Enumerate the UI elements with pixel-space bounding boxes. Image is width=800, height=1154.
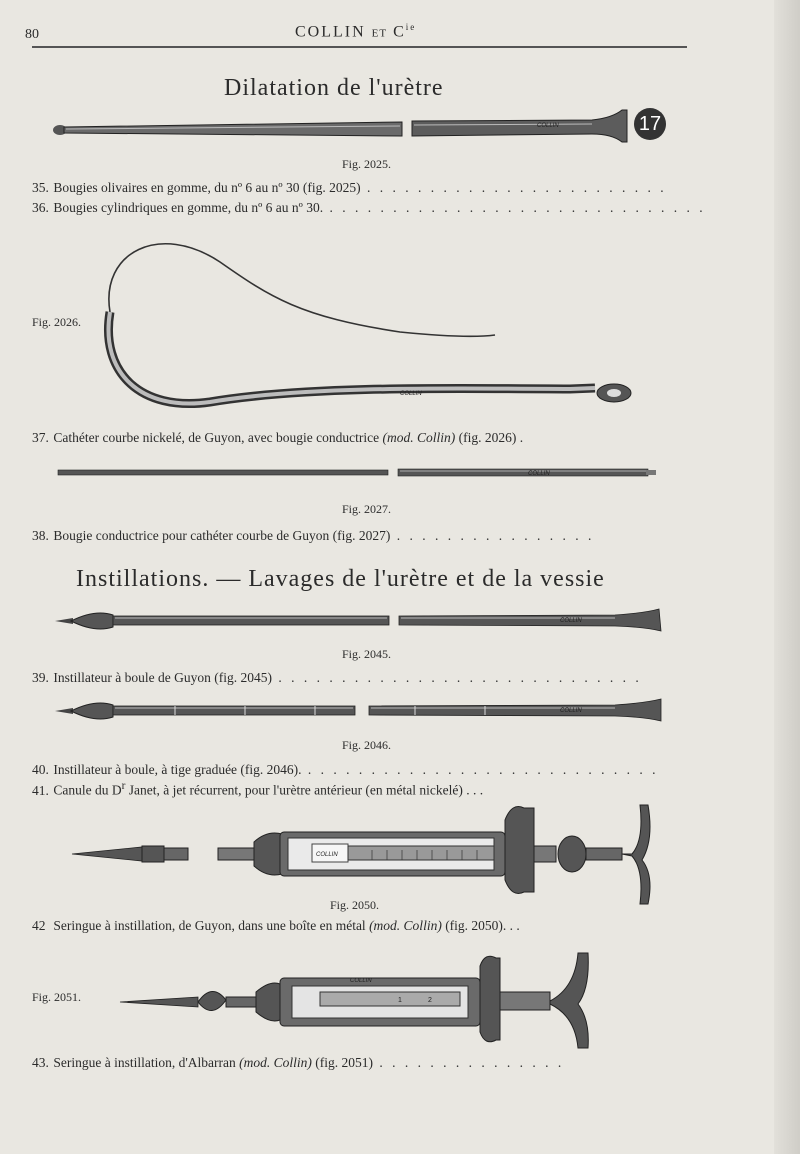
header-rule bbox=[32, 46, 687, 48]
catalog-item-42 bbox=[32, 918, 672, 934]
item-text-a: Seringue à instillation, de Guyon, dans une boîte en métal bbox=[53, 918, 370, 933]
bougie-conductrice-illustration bbox=[58, 465, 658, 481]
catalog-item-43: 43. Seringue à instillation, d'Albarran (mod. Collin) (fig. 2051) . . . . . . . . . . . . . . . bbox=[32, 1055, 565, 1070]
item-text-b: (fig. 2051) bbox=[311, 1055, 374, 1070]
catalog-item-36: 36. Bougies cylindriques en gomme, du nº 6 au nº 30. . . . . . . . . . . . . . . . . . . . . . . . . . . . . . . bbox=[32, 200, 706, 215]
instillateur-tige-graduee-illustration bbox=[55, 697, 665, 727]
page-number: 80 bbox=[25, 27, 39, 42]
syringe-scale-2: 2 bbox=[428, 997, 432, 1004]
catalog-item-38: 38. Bougie conductrice pour cathéter courbe de Guyon (fig. 2027) . . . . . . . . . . . . . . . . bbox=[32, 528, 595, 543]
instillateur-boule-illustration bbox=[55, 605, 665, 637]
page-badge: 17 bbox=[634, 108, 666, 140]
catalog-item-37 bbox=[32, 430, 657, 446]
item-text: Instillateur à boule de Guyon (fig. 2045) bbox=[53, 670, 272, 685]
fig-caption-2027: Fig. 2027. bbox=[342, 502, 392, 516]
item-text-b: Janet, à jet récurrent, pour l'urètre antérieur (en métal nickelé) . . . bbox=[125, 782, 484, 798]
bougie-olivaire-illustration bbox=[52, 108, 632, 144]
item-number: 39. bbox=[32, 670, 49, 685]
brand-mark-fig2045: COLLIN bbox=[560, 618, 582, 624]
item-number: 42 bbox=[32, 918, 46, 933]
running-header bbox=[295, 22, 416, 41]
item-model: (mod. Collin) bbox=[382, 430, 456, 445]
brand-mark-fig2050: COLLIN bbox=[316, 852, 338, 858]
seringue-albarran-illustration bbox=[120, 948, 600, 1048]
fig-caption-2050: Fig. 2050. bbox=[330, 898, 380, 912]
item-text-a: Canule du D bbox=[53, 782, 122, 798]
fig-caption-2025: Fig. 2025. bbox=[342, 157, 392, 171]
item-number: 37. bbox=[32, 430, 49, 445]
company-name: COLLIN bbox=[295, 23, 366, 41]
item-model: (mod. Collin) bbox=[239, 1055, 312, 1070]
catalog-item-39: 39. Instillateur à boule de Guyon (fig. 2045) . . . . . . . . . . . . . . . . . . . . . . . . . . . . . bbox=[32, 670, 642, 685]
brand-mark-fig2046: COLLIN bbox=[560, 708, 582, 714]
catalog-item-35: 35. Bougies olivaires en gomme, du nº 6 au nº 30 (fig. 2025) . . . . . . . . . . . . . . . . . . . . . . . . bbox=[32, 180, 667, 195]
fig-caption-2045: Fig. 2045. bbox=[342, 647, 392, 661]
item-text-a: Seringue à instillation, d'Albarran bbox=[53, 1055, 240, 1070]
seringue-guyon-illustration bbox=[72, 800, 662, 900]
syringe-scale-1: 1 bbox=[398, 997, 402, 1004]
item-number: 38. bbox=[32, 528, 49, 543]
brand-mark-fig2026: COLLIN bbox=[400, 391, 422, 397]
fig-caption-2046: Fig. 2046. bbox=[342, 738, 392, 752]
item-number: 35. bbox=[32, 180, 49, 195]
catalog-item-41 bbox=[32, 780, 657, 799]
brand-mark-fig2025: COLLIN bbox=[537, 123, 559, 129]
item-text-b: (fig. 2026) . bbox=[455, 430, 524, 445]
catalog-item-40: 40. Instillateur à boule, à tige graduée (fig. 2046). . . . . . . . . . . . . . . . . . . . . . . . . . . . . bbox=[32, 762, 659, 777]
item-text: Instillateur à boule, à tige graduée (fig. 2046). bbox=[53, 762, 302, 777]
fig-caption-2051: Fig. 2051. bbox=[32, 990, 82, 1004]
section-title-dilatation: Dilatation de l'urètre bbox=[224, 75, 444, 101]
item-text: Bougie conductrice pour cathéter courbe de Guyon (fig. 2027) bbox=[53, 528, 391, 543]
brand-mark-fig2051: COLLIN bbox=[350, 978, 372, 984]
item-text-b: (fig. 2050). . . bbox=[441, 918, 520, 933]
item-text: Bougies cylindriques en gomme, du nº 6 au nº 30. bbox=[53, 200, 324, 215]
page-edge-shadow bbox=[774, 0, 800, 1154]
company-et: ET bbox=[371, 27, 388, 40]
catheter-courbe-illustration bbox=[100, 232, 640, 422]
company-cie: C bbox=[393, 23, 406, 41]
fig-caption-2026: Fig. 2026. bbox=[32, 315, 82, 329]
company-cie-sup: ie bbox=[405, 22, 417, 32]
item-sup: r bbox=[121, 780, 126, 792]
item-number: 36. bbox=[32, 200, 49, 215]
item-text-a: Cathéter courbe nickelé, de Guyon, avec bougie conductrice bbox=[53, 430, 383, 445]
item-number: 40. bbox=[32, 762, 49, 777]
item-number: 41. bbox=[32, 782, 49, 798]
item-number: 43. bbox=[32, 1055, 49, 1070]
item-text: Bougies olivaires en gomme, du nº 6 au nº 30 (fig. 2025) bbox=[53, 180, 361, 195]
brand-mark-fig2027: COLLIN bbox=[528, 471, 550, 477]
item-model: (mod. Collin) bbox=[369, 918, 442, 933]
section-title-instillations: Instillations. — Lavages de l'urètre et de la vessie bbox=[76, 566, 605, 592]
